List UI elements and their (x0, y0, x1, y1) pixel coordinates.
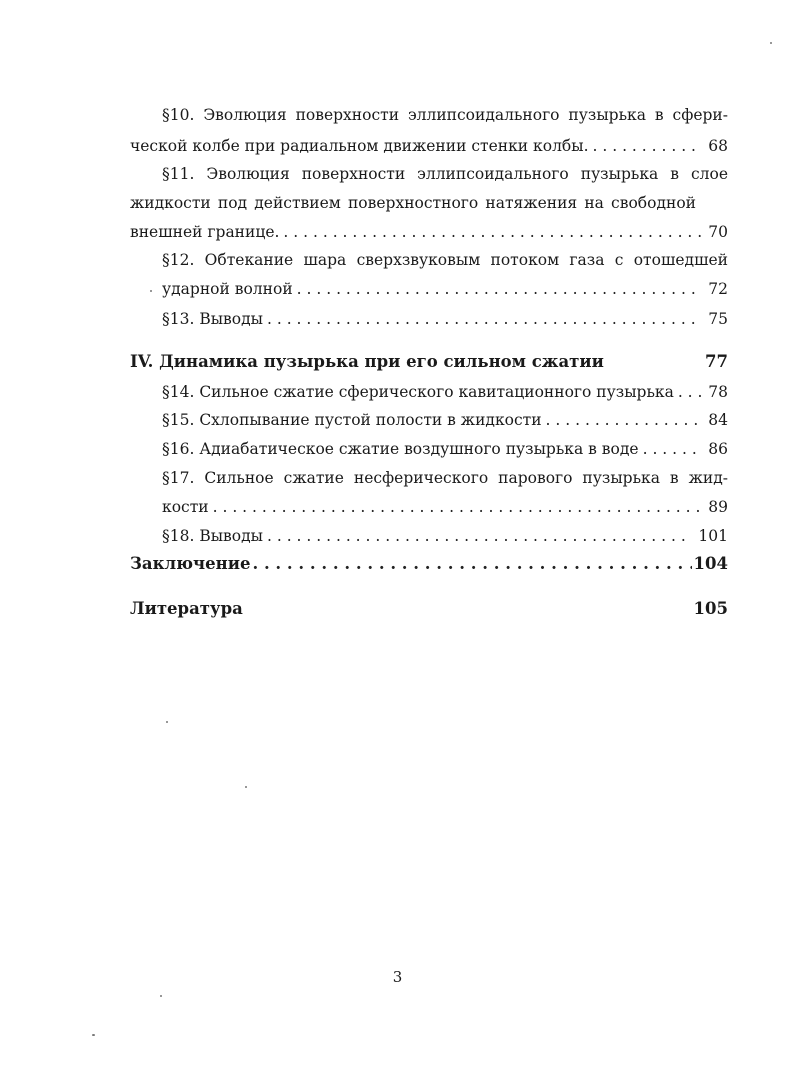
toc-page-literature: 105 (693, 599, 728, 618)
toc-entry-s17-line2: кости . . . 89 (162, 497, 728, 517)
toc-entry-s16: §16. Адиабатическое сжатие воздушного пузырька в воде . . . 86 (162, 439, 728, 459)
leader-dots (283, 222, 702, 242)
leader-dots (267, 526, 692, 546)
toc-entry-s12-line1: §12. Обтекание шара сверхзвуковым потоком газа с отошедшей (162, 251, 728, 269)
scan-speck (150, 290, 152, 292)
toc-page-s15: 84 (708, 411, 728, 429)
leader-dots (252, 554, 691, 574)
leader-dots (643, 439, 703, 459)
toc-page-s18: 101 (698, 527, 728, 545)
scan-speck (160, 995, 162, 997)
leader-dots (213, 497, 703, 517)
toc-page-ch4: 77 (705, 352, 728, 371)
toc-page-conclusion: 104 (693, 554, 728, 573)
toc-entry-s17-line1: §17. Сильное сжатие несферического парового пузырька в жид- (162, 469, 728, 487)
toc-entry-s10-line1: §10. Эволюция поверхности эллипсоидального пузырька в сфери- (162, 106, 728, 124)
leader-dots (593, 136, 703, 156)
toc-conclusion: Заключение . . . 104 (130, 554, 728, 574)
scan-speck (92, 1034, 95, 1036)
leader-dots (267, 309, 702, 329)
toc-entry-s15: §15. Схлопывание пустой полости в жидкости . . . 84 (162, 410, 728, 430)
scan-speck (166, 721, 168, 723)
scan-speck (245, 786, 247, 788)
toc-page-s13: 75 (708, 310, 728, 328)
toc-page-s17: 89 (708, 498, 728, 516)
leader-dots (297, 279, 703, 299)
toc-entry-s12-line2: ударной волной . . . 72 (162, 279, 728, 299)
toc-page-s16: 86 (708, 440, 728, 458)
leader-dots (678, 382, 702, 402)
toc-entry-s10-line2: ческой колбе при радиальном движении стенки колбы. . . . 68 (130, 136, 728, 156)
toc-entry-s11-line3: внешней границе. . . . 70 (130, 222, 728, 242)
toc-entry-s11-line1: §11. Эволюция поверхности эллипсоидального пузырька в слое (162, 165, 728, 183)
toc-chapter-iv: IV. Динамика пузырька при его сильном сжатии 77 (130, 352, 728, 371)
scan-speck (770, 42, 772, 44)
toc-page-s14: 78 (708, 383, 728, 401)
toc-literature: Литература 105 (130, 599, 728, 618)
toc-entry-s11-line2: жидкости под действием поверхностного натяжения на свободной (130, 194, 696, 212)
page-number: 3 (392, 968, 403, 986)
toc-entry-s18: §18. Выводы . . . 101 (162, 526, 728, 546)
toc-entry-s13: §13. Выводы . . . 75 (162, 309, 728, 329)
toc-entry-s14: §14. Сильное сжатие сферического кавитационного пузырька . . . 78 (162, 382, 728, 402)
toc-page-s11: 70 (708, 223, 728, 241)
toc-page-s10: 68 (708, 137, 728, 155)
leader-dots (546, 410, 703, 430)
toc-page-s12: 72 (708, 280, 728, 298)
